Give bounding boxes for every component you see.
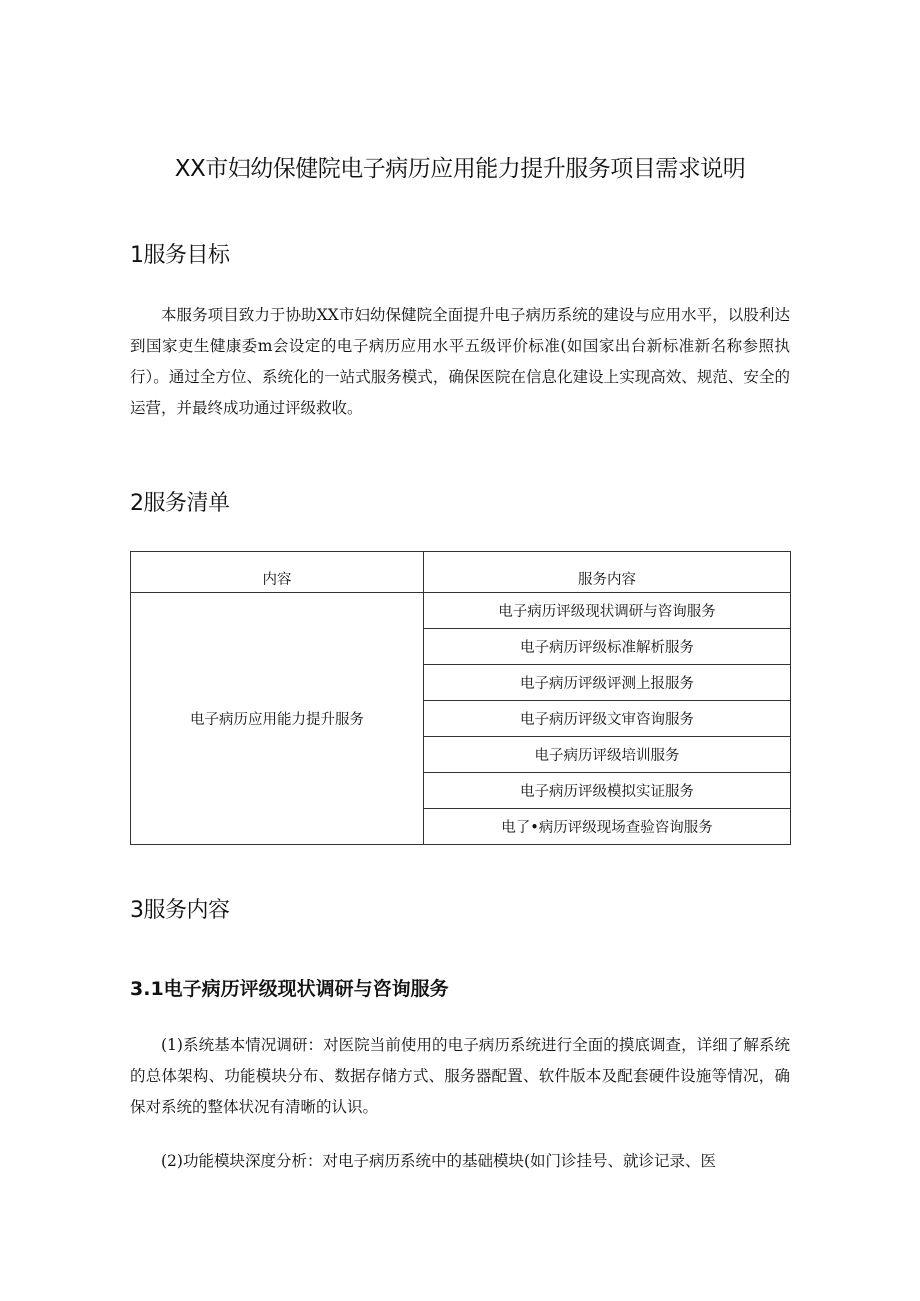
table-item-cell: 电子病历评级现状调研与咨询服务 bbox=[424, 593, 791, 629]
table-category-cell: 电子病历应用能力提升服务 bbox=[131, 593, 424, 845]
document-title: XX市妇幼保健院电子病历应用能力提升服务项目需求说明 bbox=[174, 156, 746, 182]
service-list-table bbox=[130, 551, 791, 845]
table-item-cell: 电子病历评级模拟实证服务 bbox=[424, 773, 791, 809]
table-item-cell: 电了•病历评级现场查验咨询服务 bbox=[424, 809, 791, 845]
table-header-row bbox=[131, 552, 791, 593]
service-goal-paragraph: 本服务项目致力于协助XX市妇幼保健院全面提升电子病历系统的建设与应用水平，以股利达到国家吏生健康委m会设定的电子病历应用水平五级评价标准(如国家出台新标准新名称参照执行）。通过全方位、系统化的一站式服务模式，确保医院在信息化建设上实现高效、规范、安全的运营，并最终成功通过评级救收。 bbox=[130, 306, 790, 417]
subsection-paragraph-1: (1)系统基本情况调研：对医院当前使用的电子病历系统进行全面的摸底调查，详细了解系统的总体架构、功能模块分布、数据存储方式、服务器配置、软件版本及配套硬件设施等情况，确保对系统的整体状况有清晰的认识。 bbox=[130, 1036, 790, 1116]
subsection-heading-survey-consulting: 3.1电子病历评级现状调研与咨询服务 bbox=[130, 978, 449, 1000]
table-item-cell: 电子病历评级标准解析服务 bbox=[424, 629, 791, 665]
table-row bbox=[131, 593, 791, 629]
subsection-paragraph-2: (2)功能模块深度分析：对电子病历系统中的基础模块(如门诊挂号、就诊记录、医 bbox=[161, 1152, 717, 1170]
table-item-cell: 电子病历评级文审咨询服务 bbox=[424, 701, 791, 737]
section-heading-service-list: 2服务清单 bbox=[130, 491, 230, 516]
section-heading-service-content: 3服务内容 bbox=[130, 898, 230, 923]
table-header-service-content: 服务内容 bbox=[424, 552, 791, 593]
table-header-content: 内容 bbox=[131, 552, 424, 593]
section-heading-service-goal: 1服务目标 bbox=[130, 243, 230, 268]
table-item-cell: 电子病历评级评测上报服务 bbox=[424, 665, 791, 701]
table-item-cell: 电子病历评级培训服务 bbox=[424, 737, 791, 773]
